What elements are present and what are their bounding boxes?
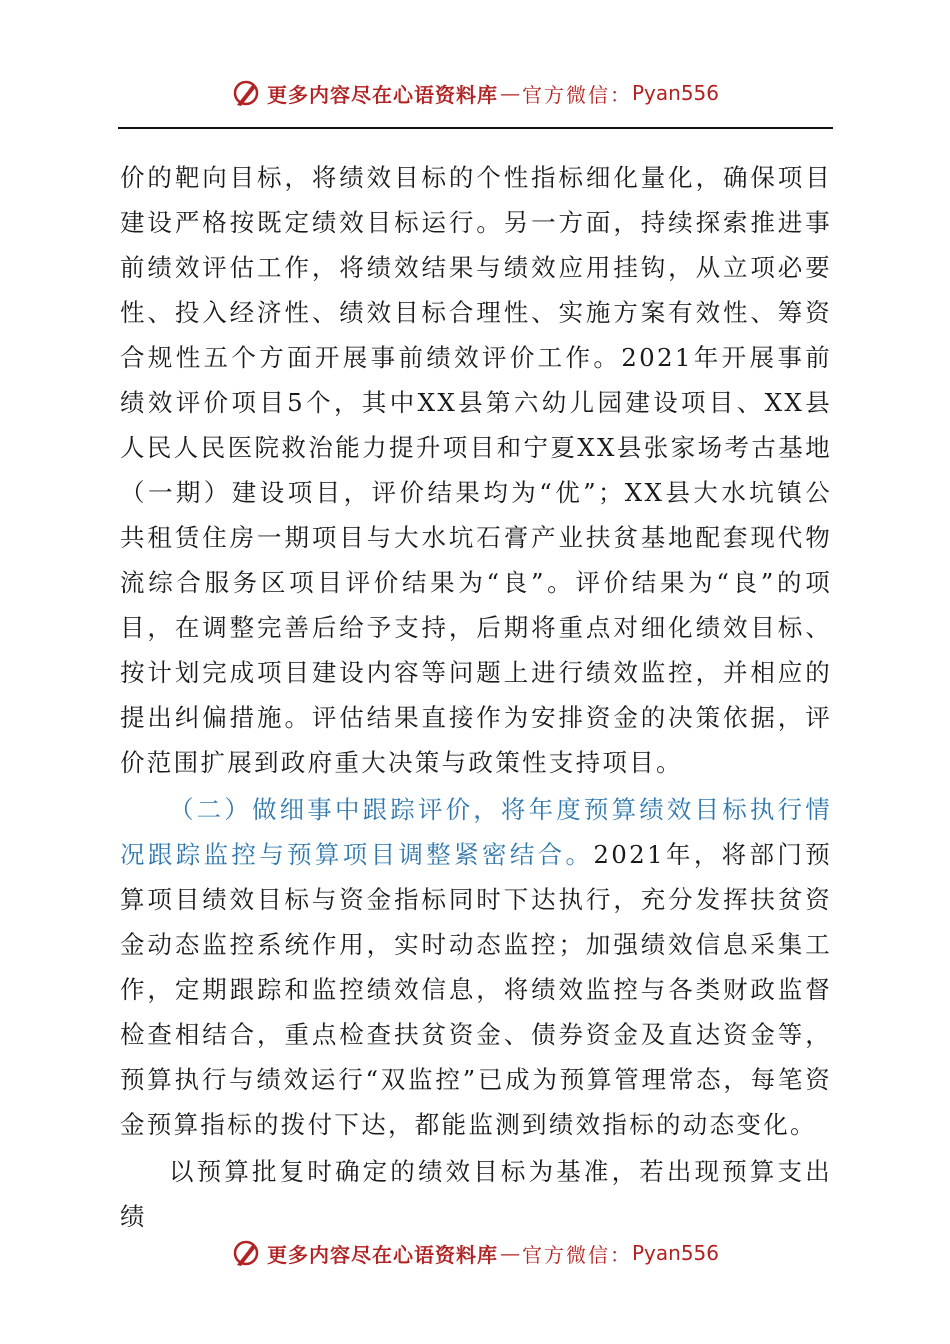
header-title: 更多内容尽在心语资料库 bbox=[266, 82, 498, 107]
footer-separator: — bbox=[499, 1241, 520, 1265]
section-heading: （二）做细事中跟踪评价，将年度预算绩效目标执行情况跟踪监控与预算项目调整紧密结合。 bbox=[120, 795, 832, 869]
pen-logo-icon bbox=[231, 78, 261, 108]
footer-banner bbox=[0, 1233, 950, 1273]
footer-wechat-label: 官方微信： bbox=[521, 1242, 632, 1267]
footer-wechat-id: Pyan556 bbox=[631, 1241, 719, 1265]
section-two-text: 2021年，将部门预算项目绩效目标与资金指标同时下达执行，充分发挥扶贫资金动态监控系统作用，实时动态监控；加强绩效信息采集工作，定期跟踪和监控绩效信息，将绩效监控与各类财政监督检查相结合，重点检查扶贫资金、债券资金及直达资金等，预算执行与绩效运行“双监控”已成为预算管理常态，每笔资金预算指标的拨付下达，都能监测到绩效指标的动态变化。 bbox=[120, 840, 832, 1139]
document-body bbox=[120, 155, 832, 1239]
header-separator: — bbox=[499, 81, 520, 105]
paragraph-three: 以预算批复时确定的绩效目标为基准，若出现预算支出绩 bbox=[120, 1157, 832, 1231]
header-wechat-id: Pyan556 bbox=[631, 81, 719, 105]
paragraph-continuation: 价的靶向目标，将绩效目标的个性指标细化量化，确保项目建设严格按既定绩效目标运行。另一方面，持续探索推进事前绩效评估工作，将绩效结果与绩效应用挂钩，从立项必要性、投入经济性、绩效目标合理性、实施方案有效性、筹资合规性五个方面开展事前绩效评价工作。2021年开展事前绩效评价项目5个，其中XX县第六幼儿园建设项目、XX县人民人民医院救治能力提升项目和宁夏XX县张家场考古基地（一期）建设项目，评价结果均为“优”；XX县大水坑镇公共租赁住房一期项目与大水坑石膏产业扶贫基地配套现代物流综合服务区项目评价结果为“良”。评价结果为“良”的项目，在调整完善后给予支持，后期将重点对细化绩效目标、按计划完成项目建设内容等问题上进行绩效监控，并相应的提出纠偏措施。评估结果直接作为安排资金的决策依据，评价范围扩展到政府重大决策与政策性支持项目。 bbox=[120, 163, 833, 777]
header-wechat-label: 官方微信： bbox=[521, 82, 632, 107]
footer-title: 更多内容尽在心语资料库 bbox=[266, 1242, 498, 1267]
paragraph-section-two bbox=[120, 787, 832, 1147]
pen-logo-icon bbox=[231, 1238, 261, 1268]
header-divider bbox=[118, 127, 833, 129]
header-banner bbox=[0, 73, 950, 113]
